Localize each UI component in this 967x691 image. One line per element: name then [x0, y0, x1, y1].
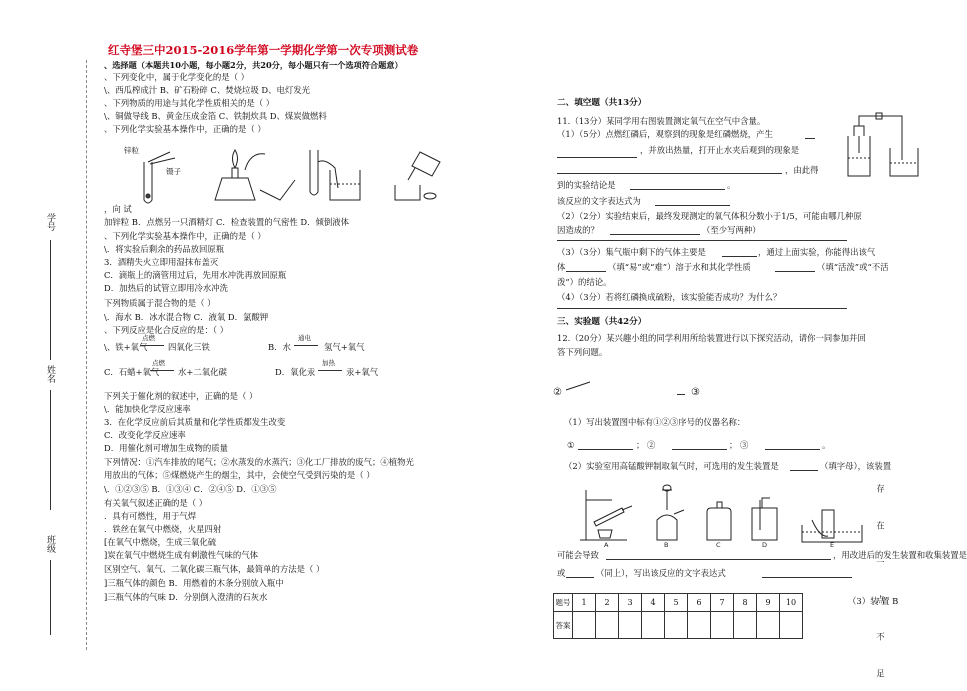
- q1-options: \、西瓜榨成汁 B、矿石粉碎 C、焚烧垃圾 D、电灯发光: [104, 85, 310, 95]
- q6-d-right: 汞+氧气: [346, 367, 379, 377]
- q9-c: [在氧气中燃烧，生成三氧化硫: [104, 537, 217, 547]
- q7-d: D．用催化剂可增加生成物的质量: [104, 443, 228, 453]
- apparatus-label-e: E: [830, 541, 835, 549]
- q11-3-cont3: （填“活泼”或“不活: [817, 262, 889, 272]
- answer-table-num: 8: [734, 594, 757, 612]
- answer-cell[interactable]: [757, 612, 780, 639]
- blank-line: [606, 559, 831, 560]
- q8: 下列情况：①汽车排放的尾气；②水蒸发的水蒸汽；③化工厂排放的废气；④植物光: [104, 457, 414, 467]
- apparatus-label-a: A: [604, 541, 609, 549]
- q10: 区别空气、氧气、二氧化碳三瓶气体，最简单的方法是（ ）: [104, 564, 325, 574]
- q11-apparatus-figure: [840, 108, 925, 180]
- q3: 、下列化学实验基本操作中，正确的是（ ）: [104, 124, 266, 134]
- q3-apparatus-figures: [120, 140, 460, 205]
- q12-1-end: 。: [822, 440, 831, 450]
- q11-4: （4）（3分）若将红磷换成硫粉，该实验能否成功？为什么？: [557, 292, 782, 302]
- q6: 、下列反应是化合反应的是：（ ）: [104, 325, 229, 335]
- answer-table-num: 4: [642, 594, 665, 612]
- q12-cont: 答下列问题。: [557, 347, 608, 357]
- pointer-line-2: [564, 380, 594, 392]
- q11-1-cont: ，并放出热量，打开止水夹后观到的现象是: [640, 145, 800, 155]
- q12-2-or: 或: [557, 568, 566, 578]
- q8-options: \．①②③⑤ B．①③④ C．②④⑤ D．①③⑤: [104, 484, 277, 494]
- blank-line: [765, 449, 820, 450]
- q6-a-right: 四氧化三铁: [168, 342, 210, 352]
- q6-c-arrow: [150, 370, 174, 371]
- q11-1-end: 。: [727, 180, 736, 190]
- q6-a-cond: 点燃: [142, 334, 155, 342]
- q12-2-cont3: （同上），写出该反应的文字表达式: [596, 568, 726, 578]
- blank-line: [630, 189, 725, 190]
- answer-table-answer-row: [554, 612, 803, 639]
- answer-table-num: 5: [665, 594, 688, 612]
- q6-c-right: 水+二氧化碳: [178, 367, 227, 377]
- binding-line: [86, 60, 87, 650]
- blank-line: [610, 234, 700, 235]
- q6-b-right: 氢气+氧气: [324, 342, 365, 352]
- q9-a: ．具有可燃性，用于气焊: [104, 511, 197, 521]
- q11-1: （1）（5分）点燃红磷后，观察到的现象是红磷燃烧，产生: [557, 129, 773, 139]
- page-title: 红寺堡三中2015-2016学年第一学期化学第一次专项测试卷: [108, 43, 419, 57]
- section2-header: 二、填空题（共13分）: [557, 98, 647, 108]
- answer-cell[interactable]: [573, 612, 596, 639]
- label-class: 班级: [45, 535, 55, 553]
- q11-3-cont: ，通过上面实验，你能得出该气: [758, 247, 876, 257]
- label-zinc: 锌粒: [124, 146, 139, 155]
- q6-b-cond: 通电: [298, 334, 311, 342]
- q12: 12.（20分）某兴趣小组的同学利用所给装置进行以下探究活动，请你一同参加并回: [557, 333, 866, 343]
- blank-line: [762, 577, 852, 578]
- blank-line: [578, 449, 633, 450]
- q12-1-n1: ①: [567, 440, 575, 450]
- marker-3: ③: [691, 387, 700, 398]
- q11-1-cont2: ，由此得: [785, 165, 819, 175]
- q3-fragment: ，向 试: [104, 204, 132, 214]
- q6-c-left: C．石蜡+氧气: [104, 367, 160, 377]
- q2: 、下列物质的用途与其化学性质相关的是（ ）: [104, 98, 275, 108]
- q4-b: 3．酒精失火立即用湿抹布盖灭: [104, 257, 219, 267]
- q7-a: \．能加快化学反应速率: [104, 404, 191, 414]
- q4-d: D．加热后的试管立即用冷水冲洗: [104, 283, 228, 293]
- q12-3: （3）装 置 B: [848, 596, 899, 606]
- q7-b: 3．在化学反应前后其质量和化学性质都发生改变: [104, 417, 286, 427]
- q12-1-n3: ； ③: [729, 440, 749, 450]
- q12-2-cont2: ，用改进后的发生装置和收集装置是: [833, 550, 967, 560]
- q9: 有关氧气叙述正确的是（ ）: [104, 498, 208, 508]
- blank-line: [557, 173, 782, 174]
- q6-d-cond: 加热: [322, 359, 335, 367]
- blank-line: [557, 157, 637, 158]
- blank-line: [655, 205, 730, 206]
- q6-a-left: \、铁+氧气: [104, 342, 148, 352]
- q11-3-ti: 体: [557, 262, 566, 272]
- answer-cell[interactable]: [734, 612, 757, 639]
- q3-options: 加锌粒 B．点燃另一只酒精灯 C．检查装置的气密性 D．倾倒液体: [104, 217, 350, 227]
- answer-cell[interactable]: [688, 612, 711, 639]
- answer-table-header-row: [554, 594, 803, 612]
- q6-b-arrow: [294, 345, 318, 346]
- blank-line: [775, 271, 815, 272]
- q10-cd: ]三瓶气体的气味 D．分别倒入澄清的石灰水: [104, 592, 268, 602]
- q7: 下列关于催化剂的叙述中，正确的是（ ）: [104, 391, 258, 401]
- q6-a-arrow: [140, 345, 164, 346]
- answer-cell[interactable]: [596, 612, 619, 639]
- q11-2-hint: （至少写两种）: [702, 225, 761, 235]
- blank-line: [557, 308, 847, 309]
- blank-line: [566, 271, 606, 272]
- student-number-line: [50, 240, 51, 360]
- answer-cell[interactable]: [711, 612, 734, 639]
- label-student-number: 学号: [45, 213, 55, 231]
- answer-table-num: 9: [757, 594, 780, 612]
- answer-table-num: 2: [596, 594, 619, 612]
- answer-cell[interactable]: [780, 612, 803, 639]
- q11-3: （3）（3分）集气瓶中剩下的气体主要是: [557, 247, 706, 257]
- answer-cell[interactable]: [619, 612, 642, 639]
- q11-1-equation: 该反应的文字表达式为: [557, 196, 641, 206]
- answer-table-num: 3: [619, 594, 642, 612]
- q11-2: （2）（2分）实验结束后，最终发现测定的氧气体积分数小于1/5，可能由哪几种原: [557, 211, 862, 221]
- q2-options: \、铜做导线 B、黄金压成金箔 C、铁制炊具 D、煤炭做燃料: [104, 111, 327, 121]
- q6-d-left: D．氧化汞: [275, 367, 316, 377]
- apparatus-label-d: D: [762, 541, 768, 549]
- blank-line: [790, 470, 818, 471]
- answer-table-num: 6: [688, 594, 711, 612]
- answer-table-num: 10: [780, 594, 803, 612]
- label-tweezers: 镊子: [166, 167, 181, 176]
- q12-apparatus-figures: [572, 480, 872, 548]
- class-line: [50, 560, 51, 635]
- q5: 下列物质属于混合物的是（ ）: [104, 298, 216, 308]
- q12-2-result: 可能会导致: [557, 550, 599, 560]
- q7-c: C．改变化学反应速率: [104, 430, 186, 440]
- q12-2-cont: （填字母），该装置: [820, 461, 892, 471]
- section3-header: 三、实验题（共42分）: [557, 317, 647, 327]
- q11-3-cont2: （填“易”或“难”）溶于水和其化学性质: [608, 262, 751, 272]
- q8-cont: 用放出的气体；⑤煤燃烧产生的烟尘，其中，会使空气受到污染的是（ ）: [104, 470, 375, 480]
- answer-table-num: 7: [711, 594, 734, 612]
- q4-c: C．滴瓶上的滴管用过后，先用水冲洗再放回原瓶: [104, 270, 287, 280]
- q12-2-flaw: 存 在 一 点 不 足: [875, 484, 886, 691]
- blank-line: [566, 577, 594, 578]
- q6-d-arrow: [318, 370, 342, 371]
- q6-b-left: B．水: [268, 342, 291, 352]
- blank-line: [557, 240, 847, 241]
- q11-2-cont: 因造成的？: [557, 225, 599, 235]
- q12-1: （1）写出装置图中标有①②③序号的仪器名称：: [564, 417, 746, 427]
- q11-3-end: 泼”）的结论。: [557, 277, 612, 287]
- blank-line: [672, 449, 727, 450]
- q12-1-n2: ； ②: [636, 440, 656, 450]
- blank-line: [722, 256, 757, 257]
- section1-header: 、选择题（本题共10小题，每小题2分，共20分，每小题只有一个选项符合题意）: [104, 60, 403, 70]
- q9-b: ．铁丝在氧气中燃烧，火星四射: [104, 524, 222, 534]
- q1: 、下列变化中，属于化学变化的是（ ）: [104, 72, 250, 82]
- apparatus-label-c: C: [716, 541, 721, 549]
- q5-options: \．海水 B．冰水混合物 C．液氧 D．氯酸钾: [104, 312, 269, 322]
- label-name: 姓名: [45, 365, 55, 383]
- answer-table-num: 1: [573, 594, 596, 612]
- q4: 、下列化学实验基本操作中，正确的是（ ）: [104, 231, 266, 241]
- answer-cell[interactable]: [642, 612, 665, 639]
- answer-table-header: 题号: [554, 594, 573, 612]
- answer-table-answer-label: 答案: [554, 612, 573, 639]
- answer-cell[interactable]: [665, 612, 688, 639]
- q11-1-conclusion: 到的实验结论是: [557, 180, 616, 190]
- q11: 11.（13分）某同学用右图装置测定氧气在空气中含量。: [557, 116, 766, 126]
- apparatus-label-b: B: [664, 541, 669, 549]
- q4-a: \．将实验后剩余的药品放回原瓶: [104, 244, 225, 254]
- pointer-line-3: [677, 394, 685, 395]
- q9-d: ]炭在氧气中燃烧生成有刺激性气味的气体: [104, 550, 259, 560]
- q12-2: （2）实验室用高锰酸钾制取氧气时，可选用的发生装置是: [564, 461, 779, 471]
- q6-c-cond: 点燃: [152, 359, 165, 367]
- marker-2: ②: [553, 387, 562, 398]
- answer-table: [553, 593, 803, 639]
- name-line: [50, 390, 51, 510]
- q10-ab: ]三瓶气体的颜色 B．用燃着的木条分别放入瓶中: [104, 578, 284, 588]
